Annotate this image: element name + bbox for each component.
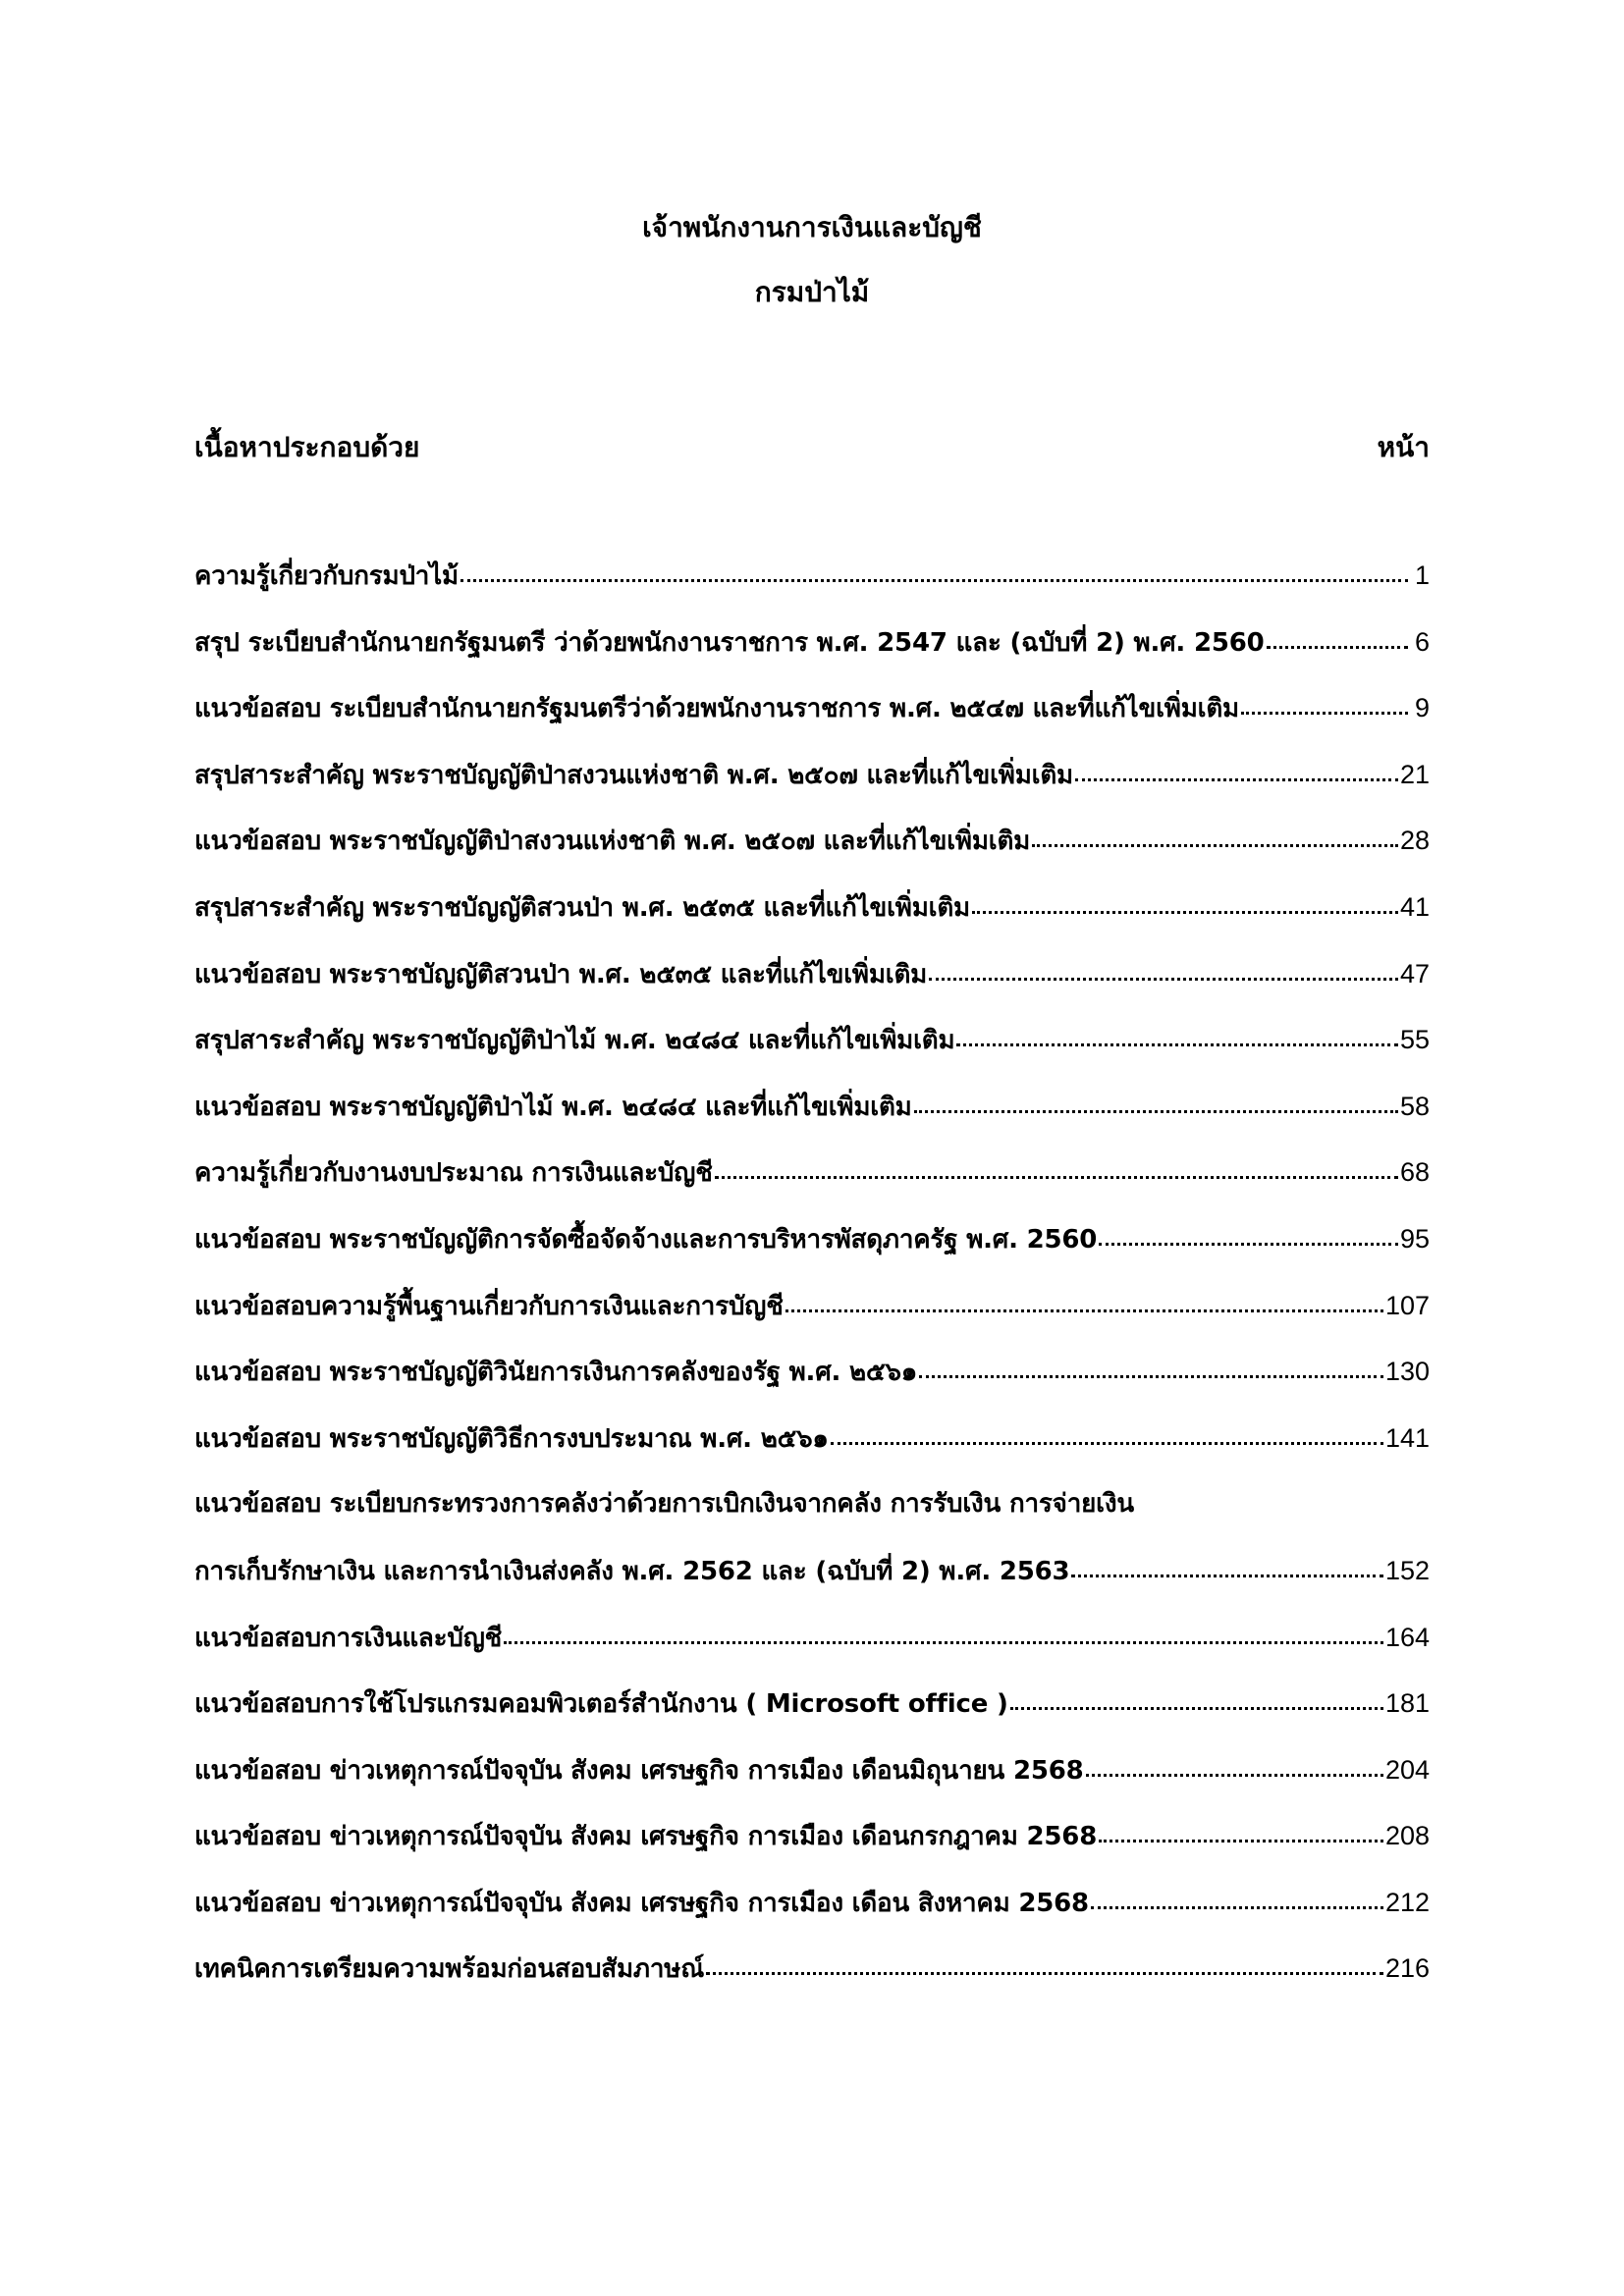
dot-leader — [715, 1153, 1398, 1181]
toc-entry[interactable] — [194, 1152, 1430, 1219]
toc-entry-label: แนวข้อสอบ ระเบียบสำนักนายกรัฐมนตรีว่าด้วยพนักงานราชการ พ.ศ. ๒๕๔๗ และที่แก้ไขเพิ่มเติม — [194, 694, 1239, 724]
toc-entry[interactable] — [194, 1683, 1430, 1750]
toc-entry[interactable] — [194, 1418, 1430, 1485]
toc-entry-label: แนวข้อสอบ พระราชบัญญัติวิธีการงบประมาณ พ.ศ. ๒๕๖๑ — [194, 1423, 829, 1454]
dot-leader — [460, 557, 1408, 584]
toc-entry-label: แนวข้อสอบการเงินและบัญชี — [194, 1623, 503, 1653]
dot-leader — [706, 1949, 1383, 1977]
dot-leader — [1010, 1684, 1383, 1712]
toc-entry-page: 107 — [1384, 1290, 1430, 1320]
dot-leader — [1099, 1817, 1383, 1844]
toc-entry-label: แนวข้อสอบ พระราชบัญญัติป่าไม้ พ.ศ. ๒๔๘๔ และที่แก้ไขเพิ่มเติม — [194, 1092, 912, 1122]
dot-leader — [1241, 689, 1408, 717]
toc-entry-label: สรุปสาระสำคัญ พระราชบัญญัติป่าไม้ พ.ศ. ๒๔๘๔ และที่แก้ไขเพิ่มเติม — [194, 1026, 955, 1056]
dot-leader — [831, 1419, 1383, 1447]
toc-entry-label: แนวข้อสอบ พระราชบัญญัติการจัดซื้อจัดจ้างและการบริหารพัสดุภาครัฐ พ.ศ. 2560 — [194, 1224, 1098, 1255]
table-of-contents — [194, 556, 1430, 2015]
toc-page-label: หน้า — [1377, 431, 1430, 463]
toc-entry-page: 47 — [1399, 958, 1430, 988]
toc-entry-page: 9 — [1414, 693, 1430, 723]
dot-leader — [1099, 1220, 1398, 1248]
dot-leader — [919, 1353, 1383, 1380]
toc-entry[interactable] — [194, 954, 1430, 1021]
toc-entry[interactable] — [194, 1618, 1430, 1684]
dot-leader — [1032, 822, 1398, 849]
toc-entry[interactable] — [194, 887, 1430, 954]
toc-entry[interactable] — [194, 755, 1430, 822]
dot-leader — [1267, 623, 1408, 651]
toc-entry-label: แนวข้อสอบ ข่าวเหตุการณ์ปัจจุบัน สังคม เศรษฐกิจ การเมือง เดือนกรกฎาคม 2568 — [194, 1822, 1098, 1852]
toc-entry[interactable] — [194, 556, 1430, 622]
toc-entry[interactable] — [194, 1087, 1430, 1153]
toc-entry-page: 41 — [1399, 891, 1430, 922]
toc-entry[interactable] — [194, 1286, 1430, 1353]
toc-entry-label: สรุปสาระสำคัญ พระราชบัญญัติป่าสงวนแห่งชาติ พ.ศ. ๒๕๐๗ และที่แก้ไขเพิ่มเติม — [194, 760, 1073, 790]
toc-entry-label: แนวข้อสอบ ข่าวเหตุการณ์ปัจจุบัน สังคม เศรษฐกิจ การเมือง เดือน สิงหาคม 2568 — [194, 1888, 1089, 1918]
dot-leader — [1086, 1751, 1383, 1779]
toc-entry-page: 208 — [1384, 1821, 1430, 1851]
document-title: เจ้าพนักงานการเงินและบัญชี — [642, 211, 982, 243]
toc-entry-label: แนวข้อสอบ พระราชบัญญัติสวนป่า พ.ศ. ๒๕๓๕ และที่แก้ไขเพิ่มเติม — [194, 959, 928, 989]
toc-entry-page: 130 — [1384, 1357, 1430, 1387]
toc-entry-page: 216 — [1384, 1953, 1430, 1984]
toc-entry-label: ความรู้เกี่ยวกับงานงบประมาณ การเงินและบัญชี — [194, 1158, 713, 1189]
toc-entry[interactable] — [194, 1883, 1430, 1949]
toc-entry-label: แนวข้อสอบการใช้โปรแกรมคอมพิวเตอร์สำนักงาน ( Microsoft office ) — [194, 1689, 1008, 1720]
toc-entry-page: 1 — [1414, 561, 1430, 590]
toc-entry[interactable] — [194, 1020, 1430, 1087]
toc-header — [194, 426, 1430, 469]
toc-entry-page: 204 — [1384, 1754, 1430, 1785]
toc-entry-label: ความรู้เกี่ยวกับกรมป่าไม้ — [194, 561, 459, 591]
toc-entry-page: 21 — [1399, 759, 1430, 789]
toc-contents-label: เนื้อหาประกอบด้วย — [194, 431, 420, 463]
toc-entry[interactable] — [194, 1750, 1430, 1817]
toc-entry-page: 58 — [1399, 1091, 1430, 1121]
toc-entry[interactable] — [194, 1816, 1430, 1883]
toc-entry-label: การเก็บรักษาเงิน และการนำเงินส่งคลัง พ.ศ. 2562 และ (ฉบับที่ 2) พ.ศ. 2563 — [194, 1556, 1070, 1586]
dot-leader — [1075, 756, 1398, 783]
toc-entry-page: 68 — [1399, 1157, 1430, 1188]
toc-entry-label: แนวข้อสอบความรู้พื้นฐานเกี่ยวกับการเงินและการบัญชี — [194, 1291, 784, 1321]
toc-entry-label: แนวข้อสอบ ข่าวเหตุการณ์ปัจจุบัน สังคม เศรษฐกิจ การเมือง เดือนมิถุนายน 2568 — [194, 1755, 1084, 1786]
toc-entry-continuation[interactable] — [194, 1551, 1430, 1618]
toc-entry-label: แนวข้อสอบ พระราชบัญญัติวินัยการเงินการคลังของรัฐ พ.ศ. ๒๕๖๑ — [194, 1358, 918, 1388]
toc-entry-page: 141 — [1384, 1422, 1430, 1453]
dot-leader — [504, 1619, 1383, 1646]
toc-entry-label: เทคนิคการเตรียมความพร้อมก่อนสอบสัมภาษณ์ — [194, 1954, 705, 1985]
toc-entry[interactable] — [194, 1949, 1430, 2015]
toc-entry[interactable] — [194, 821, 1430, 887]
dot-leader — [972, 888, 1398, 916]
toc-entry[interactable] — [194, 1219, 1430, 1286]
toc-entry-page: 212 — [1384, 1887, 1430, 1917]
toc-entry-page: 164 — [1384, 1622, 1430, 1652]
toc-entry[interactable] — [194, 688, 1430, 755]
toc-entry-page: 6 — [1414, 626, 1430, 657]
toc-entry-page: 152 — [1384, 1555, 1430, 1585]
toc-entry-page: 95 — [1399, 1223, 1430, 1254]
dot-leader — [1091, 1884, 1383, 1911]
document-subtitle: กรมป่าไม้ — [754, 276, 870, 308]
dot-leader — [914, 1088, 1398, 1115]
dot-leader — [785, 1287, 1383, 1314]
toc-entry-page: 55 — [1399, 1025, 1430, 1055]
toc-entry[interactable] — [194, 1352, 1430, 1418]
toc-entry[interactable] — [194, 1484, 1430, 1551]
toc-entry-label: แนวข้อสอบ พระราชบัญญัติป่าสงวนแห่งชาติ พ.ศ. ๒๕๐๗ และที่แก้ไขเพิ่มเติม — [194, 827, 1031, 857]
toc-entry-label: สรุป ระเบียบสำนักนายกรัฐมนตรี ว่าด้วยพนักงานราชการ พ.ศ. 2547 และ (ฉบับที่ 2) พ.ศ. 2560 — [194, 627, 1265, 658]
toc-entry-label: แนวข้อสอบ ระเบียบกระทรวงการคลังว่าด้วยการเบิกเงินจากคลัง การรับเงิน การจ่ายเงิน — [194, 1489, 1134, 1520]
toc-entry-page: 181 — [1384, 1688, 1430, 1719]
dot-leader — [929, 955, 1398, 983]
toc-entry[interactable] — [194, 622, 1430, 689]
toc-entry-page: 28 — [1399, 826, 1430, 856]
toc-entry-label: สรุปสาระสำคัญ พระราชบัญญัติสวนป่า พ.ศ. ๒๕๓๕ และที่แก้ไขเพิ่มเติม — [194, 892, 970, 923]
dot-leader — [1071, 1552, 1383, 1579]
dot-leader — [956, 1021, 1398, 1048]
